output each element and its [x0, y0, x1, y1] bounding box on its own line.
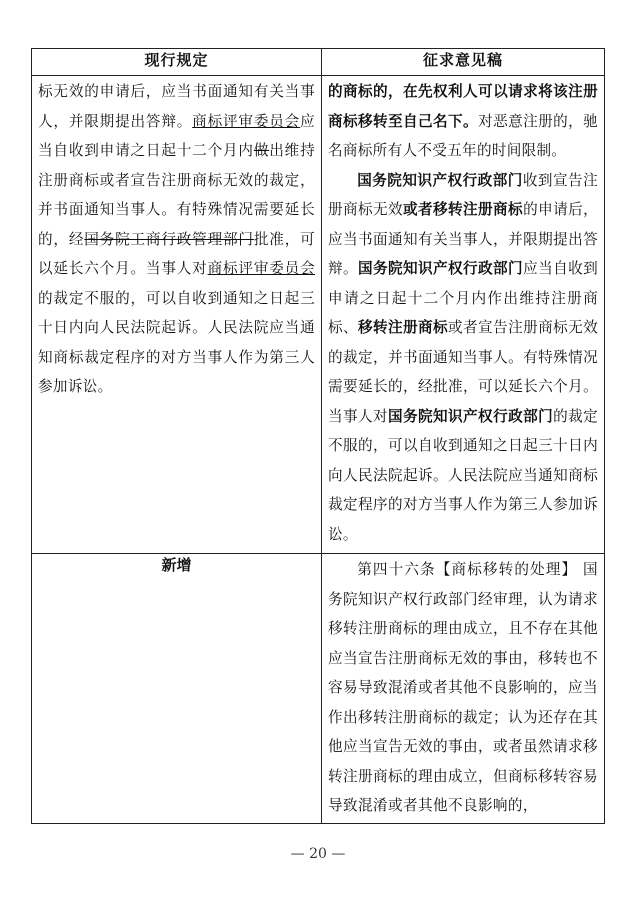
bold-text: 或者移转注册商标 — [403, 201, 524, 218]
underlined-text: 商标评审委员会 — [192, 112, 301, 130]
underlined-text: 商标评审委员会 — [207, 260, 315, 277]
comparison-table — [31, 48, 605, 824]
text-segment: 的申请后，应当书面通知有关当事人，并限期提出答辩。 — [328, 201, 598, 277]
draft-paragraph — [328, 166, 598, 550]
deleted-text: 做 — [253, 142, 270, 159]
new-label-cell: 新增 — [32, 554, 322, 824]
draft-rule-cell — [322, 76, 605, 554]
new-article-text — [322, 554, 604, 821]
current-rule-cell — [32, 76, 322, 554]
text-segment: 的裁定不服的，可以自收到通知之日起三十日内向人民法院起诉。人民法院应当通知商标裁定程序的对方当事人作为第三人参加诉讼。 — [38, 289, 315, 395]
table-header-row — [32, 49, 605, 76]
table-row — [32, 554, 605, 824]
article-body: 国务院知识产权行政部门经审理，认为请求移转注册商标的理由成立，且不存在其他应当宣告注册商标无效的事由，移转也不容易导致混淆或者其他不良影响的，应当作出移转注册商标的裁定；认为还存在其他应当宣告无效的事由，或者虽然请求移转注册商标的理由成立，但商标移转容易导致混淆或者其他不良影响的， — [328, 561, 598, 814]
text-segment: 应当自收到申请之日起十二个月内 — [38, 112, 315, 159]
header-draft: 征求意见稿 — [322, 49, 605, 76]
text-segment: 应当自收到申请之日起十二个月内作出维持注册商标、 — [328, 260, 598, 336]
table-row — [32, 76, 605, 554]
text-segment: 批准，可以延长六个月。当事人对 — [38, 230, 316, 277]
bold-text: 的商标的，在先权利人可以请求将该注册商标移转至自己名下。 — [328, 83, 598, 130]
draft-rule-text — [322, 76, 604, 553]
new-article-paragraph — [328, 555, 598, 821]
bold-text: 国务院知识产权行政部门 — [357, 171, 523, 189]
deleted-text: 国务院工商行政管理部门 — [84, 230, 254, 248]
draft-paragraph — [328, 77, 598, 166]
current-rule-text — [32, 76, 321, 406]
bold-text: 移转注册商标 — [358, 319, 449, 336]
text-segment: 的裁定不服的，可以自收到通知之日起三十日内向人民法院起诉。人民法院应当通知商标裁定程序的对方当事人作为第三人参加诉讼。 — [328, 407, 598, 543]
text-segment: 标无效的申请后，应当书面通知有关当事人，并限期提出答辩。 — [38, 83, 315, 130]
header-current-rules: 现行规定 — [32, 49, 322, 76]
text-segment: 对恶意注册的，驰名商标所有人不受五年的时间限制。 — [328, 112, 598, 159]
new-article-cell — [322, 554, 605, 824]
article-title: 第四十六条【商标移转的处理】 — [357, 561, 578, 578]
text-segment: 收到宣告注册商标无效 — [328, 171, 598, 218]
text-segment: 或者宣告注册商标无效的裁定，并书面通知当事人。有特殊情况需要延长的，经批准，可以延长六个月。当事人对 — [328, 319, 598, 425]
page-number: — 20 — — [290, 846, 346, 862]
bold-text: 国务院知识产权行政部门 — [358, 260, 524, 277]
bold-text: 国务院知识产权行政部门 — [388, 407, 554, 425]
text-segment: 出维持注册商标或者宣告注册商标无效的裁定，并书面通知当事人。有特殊情况需要延长的，经 — [38, 142, 315, 248]
